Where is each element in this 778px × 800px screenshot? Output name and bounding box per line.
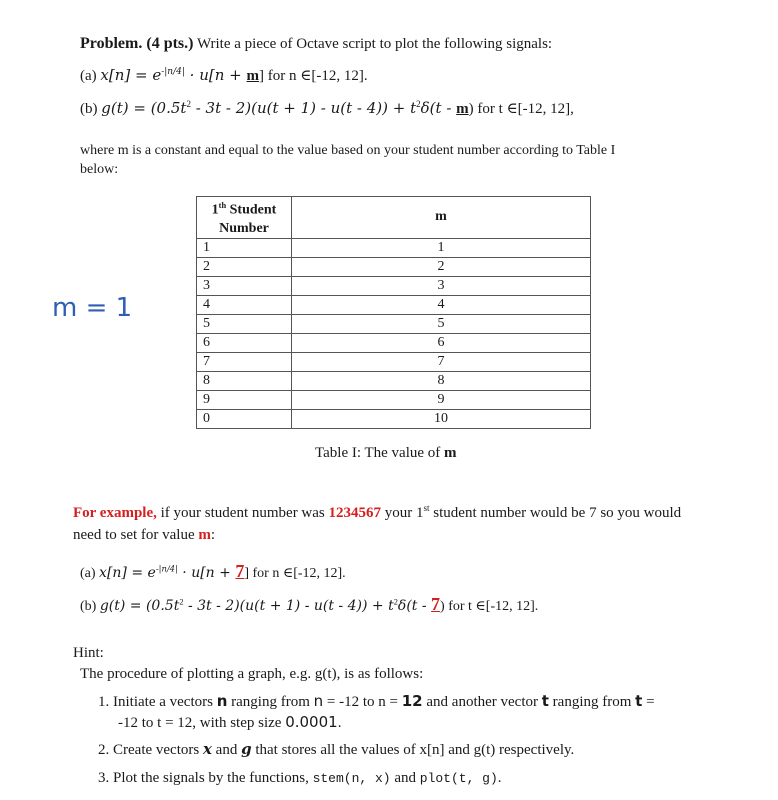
example-b-value: 7 bbox=[431, 594, 441, 614]
header-first: 1 bbox=[211, 202, 219, 218]
hint-item1-text-f: = bbox=[642, 694, 655, 710]
table-row bbox=[197, 352, 591, 371]
hint-item2-text-b: and bbox=[211, 742, 242, 758]
example-b-close: ) bbox=[440, 599, 445, 614]
table-cell-digit: 7 bbox=[197, 352, 292, 371]
example-signal-b bbox=[80, 594, 538, 615]
hint-item-number: 3. bbox=[98, 770, 110, 786]
example-text-3: student number would be 7 so you would bbox=[429, 505, 682, 521]
table-caption bbox=[315, 445, 457, 462]
table-cell-m: 7 bbox=[292, 352, 591, 371]
table-row bbox=[197, 371, 591, 390]
table-cell-digit: 6 bbox=[197, 333, 292, 352]
hint-item3-code-plot: plot(t, g) bbox=[419, 771, 498, 786]
example-line2-text: need to set for value bbox=[73, 527, 199, 543]
example-colon: : bbox=[210, 527, 216, 543]
table-cell-digit: 4 bbox=[197, 295, 292, 314]
table-cell-digit: 9 bbox=[197, 390, 292, 409]
table-cell-digit: 8 bbox=[197, 371, 292, 390]
hint-item-1 bbox=[98, 692, 655, 711]
hint-item1-n2: n bbox=[313, 692, 324, 710]
hint-title: Hint: bbox=[73, 645, 104, 661]
signal-b-domain: for t ∈[-12, 12], bbox=[473, 101, 574, 117]
signal-b-label: (b) bbox=[80, 101, 98, 117]
table-row bbox=[197, 390, 591, 409]
table-cell-digit: 3 bbox=[197, 276, 292, 295]
hint-item3-code-stem: stem(n, x) bbox=[312, 771, 391, 786]
table-cell-m: 4 bbox=[292, 295, 591, 314]
table-cell-m: 5 bbox=[292, 314, 591, 333]
hint-item2-x: x bbox=[202, 740, 212, 758]
example-a-exponent: -|n/4| bbox=[155, 563, 178, 574]
problem-heading-line bbox=[80, 35, 552, 53]
hint-item1-step: 0.0001 bbox=[285, 713, 338, 731]
example-lead: For example, bbox=[73, 505, 157, 521]
example-line-1 bbox=[73, 503, 681, 522]
hint-item1-text-a: Initiate a vectors bbox=[113, 694, 217, 710]
hint-item1-t2: t bbox=[635, 692, 643, 710]
example-b-domain: for t ∈[-12, 12]. bbox=[444, 599, 539, 614]
signal-a-label: (a) bbox=[80, 68, 97, 84]
hint-item1-value: 12 bbox=[401, 692, 423, 710]
table-cell-digit: 5 bbox=[197, 314, 292, 333]
example-b-lhs: g(t) = (0.5t bbox=[99, 598, 180, 614]
where-line-2: below: bbox=[80, 162, 119, 177]
table-cell-digit: 2 bbox=[197, 257, 292, 276]
hint-item-1-line-2 bbox=[118, 713, 341, 732]
hint-item2-text-c: that stores all the values of x[n] and g(t) respectively. bbox=[251, 742, 575, 758]
table-cell-m: 6 bbox=[292, 333, 591, 352]
example-a-rhs: · u[n + bbox=[177, 565, 236, 581]
table-header-student bbox=[197, 197, 292, 239]
signal-b-mid: - 3t - 2)(u(t + 1) - u(t - 4)) + t bbox=[190, 99, 417, 117]
example-b-delta: δ(t - bbox=[397, 598, 432, 614]
example-b-mid: - 3t - 2)(u(t + 1) - u(t - 4)) + t bbox=[183, 598, 394, 614]
hint-item1-text-c: = -12 to n = bbox=[323, 694, 402, 710]
example-m: m bbox=[198, 527, 211, 543]
example-line-2 bbox=[73, 527, 215, 544]
table-cell-digit: 1 bbox=[197, 238, 292, 257]
where-line-1: where m is a constant and equal to the value based on your student number according to Table I bbox=[80, 143, 616, 158]
table-cell-m: 3 bbox=[292, 276, 591, 295]
signal-a-close: ] bbox=[258, 68, 264, 84]
signal-a bbox=[80, 66, 368, 85]
hint-item-number: 1. bbox=[98, 694, 110, 710]
table-caption-text: Table I: The value of bbox=[315, 445, 445, 461]
header-sup: th bbox=[218, 201, 227, 210]
hint-item3-text-b: and bbox=[390, 770, 420, 786]
table-row bbox=[197, 409, 591, 428]
hint-item2-g: g bbox=[241, 740, 252, 758]
hint-item1-t: t bbox=[541, 692, 549, 710]
example-a-close: ] bbox=[244, 566, 249, 581]
hint-item3-text-c: . bbox=[497, 770, 502, 786]
table-cell-m: 8 bbox=[292, 371, 591, 390]
hint-item1-line2: -12 to t = 12, with step size bbox=[118, 715, 286, 731]
signal-b-delta: δ(t - bbox=[420, 99, 457, 117]
hint-item-number: 2. bbox=[98, 742, 110, 758]
example-b-square: 2 bbox=[179, 597, 184, 607]
example-number: 1234567 bbox=[328, 505, 382, 521]
table-cell-digit: 0 bbox=[197, 409, 292, 428]
side-note: m = 1 bbox=[52, 293, 133, 323]
hint-item3-text-a: Plot the signals by the functions, bbox=[113, 770, 313, 786]
hint-item1-text-d: and another vector bbox=[422, 694, 542, 710]
hint-intro-text: The procedure of plotting a graph, e.g. g(t), is as follows: bbox=[80, 666, 424, 682]
example-b-label: (b) bbox=[80, 599, 97, 614]
header-number: Number bbox=[219, 220, 269, 236]
signal-a-m: m bbox=[246, 68, 259, 84]
table-row bbox=[197, 314, 591, 333]
hint-intro bbox=[80, 666, 423, 683]
student-number-table bbox=[196, 196, 591, 429]
signal-b-close: ) bbox=[468, 101, 474, 117]
table-header-m: m bbox=[292, 197, 591, 239]
table-cell-m: 9 bbox=[292, 390, 591, 409]
signal-b-m: m bbox=[456, 101, 469, 117]
example-a-value: 7 bbox=[235, 561, 245, 581]
example-signal-a bbox=[80, 561, 346, 582]
hint-item1-text-e: ranging from bbox=[548, 694, 636, 710]
problem-heading: Problem. (4 pts.) bbox=[80, 35, 194, 52]
example-b-square2: 2 bbox=[393, 597, 398, 607]
example-sup: st bbox=[423, 503, 430, 513]
hint-item-3 bbox=[98, 770, 502, 787]
signal-b-lhs: g(t) = (0.5t bbox=[101, 99, 187, 117]
header-student: Student bbox=[226, 202, 277, 218]
example-a-label: (a) bbox=[80, 566, 96, 581]
table-caption-m: m bbox=[444, 445, 457, 461]
signal-a-rhs: · u[n + bbox=[184, 66, 247, 84]
signal-b-square: 2 bbox=[186, 99, 191, 109]
example-a-lhs: x[n] = e bbox=[99, 565, 156, 581]
table-row bbox=[197, 295, 591, 314]
table-row bbox=[197, 276, 591, 295]
example-text-1: if your student number was bbox=[156, 505, 329, 521]
signal-a-domain: for n ∈[-12, 12]. bbox=[263, 68, 368, 84]
hint-item1-n: n bbox=[216, 692, 228, 710]
table-cell-m: 2 bbox=[292, 257, 591, 276]
hint-item1-text-b: ranging from bbox=[227, 694, 314, 710]
example-a-domain: for n ∈[-12, 12]. bbox=[249, 566, 346, 581]
table-cell-m: 10 bbox=[292, 409, 591, 428]
table-row bbox=[197, 238, 591, 257]
example-text-2: your 1 bbox=[381, 505, 424, 521]
signal-a-lhs: x[n] = e bbox=[100, 66, 162, 84]
table-cell-m: 1 bbox=[292, 238, 591, 257]
table-row bbox=[197, 257, 591, 276]
hint-item1-end: . bbox=[337, 715, 342, 731]
signal-b bbox=[80, 99, 574, 118]
hint-item2-text-a: Create vectors bbox=[113, 742, 203, 758]
hint-item-2 bbox=[98, 740, 574, 759]
table-header-row bbox=[197, 197, 591, 239]
signal-a-exponent: -|n/4| bbox=[161, 67, 185, 77]
problem-intro: Write a piece of Octave script to plot the following signals: bbox=[196, 36, 553, 52]
table-row bbox=[197, 333, 591, 352]
signal-b-square2: 2 bbox=[416, 99, 421, 109]
